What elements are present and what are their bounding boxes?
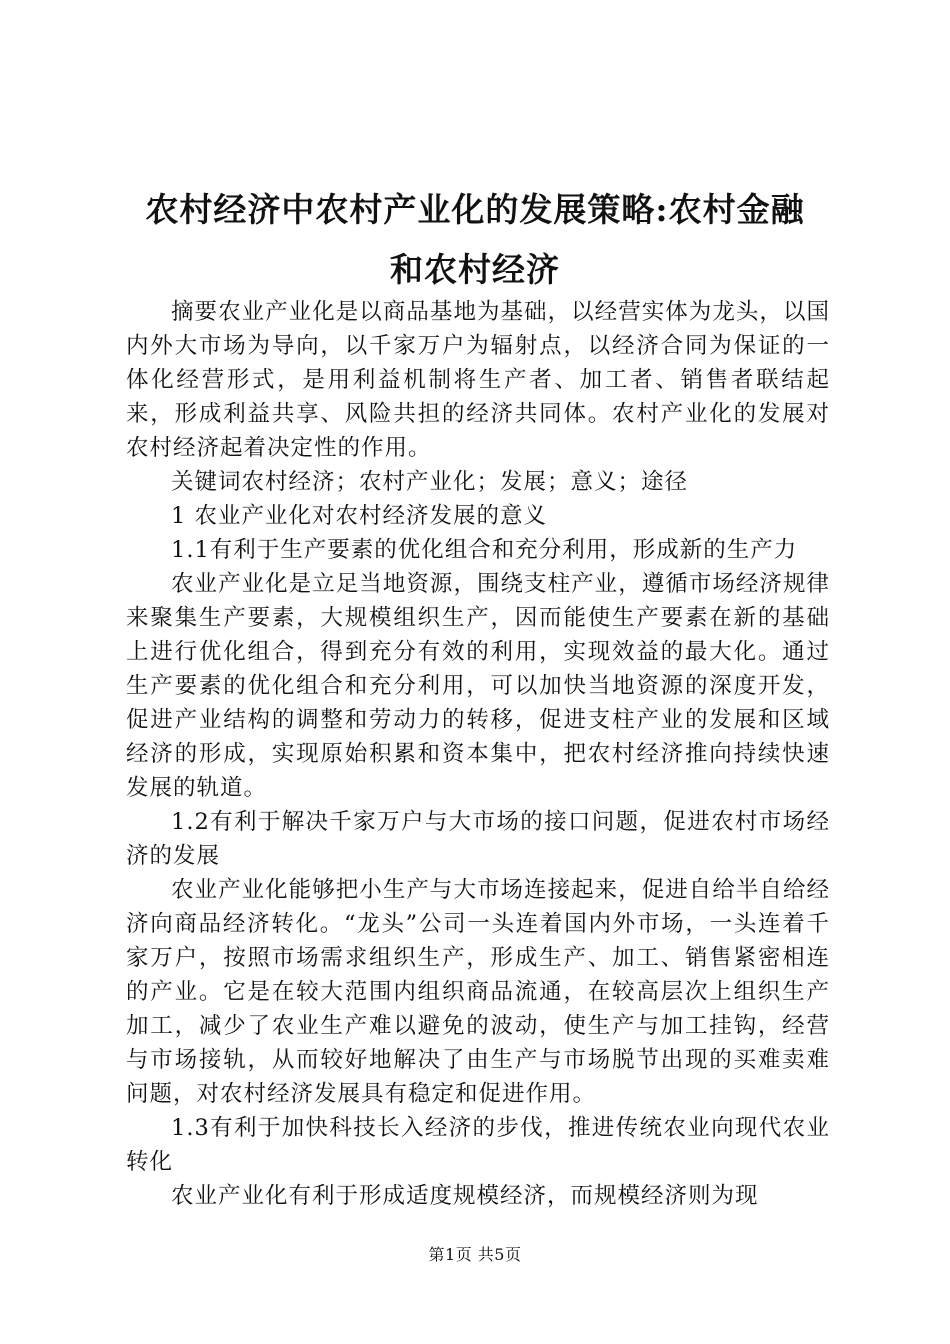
keywords-paragraph: 关键词农村经济；农村产业化；发展；意义；途径 (171, 469, 689, 495)
body-paragraph: 农业产业化有利于形成适度规模经济，而规模经济则为现 (171, 1183, 759, 1209)
subsection-heading-1-1: 1.1有利于生产要素的优化组合和充分利用，形成新的生产力 (171, 537, 798, 563)
document-title-line-1: 农村经济中农村产业化的发展策略:农村金融 (145, 190, 805, 229)
abstract-paragraph: 摘要农业产业化是以商品基地为基础，以经营实体为龙头，以国内外大市场为导向，以千家万户为辐射点，以经济合同为保证的一体化经营形式，是用利益机制将生产者、加工者、销售者联结起来，形成利益共享、风险共担的经济共同体。农村产业化的发展对农村经济起着决定性的作用。 (126, 299, 830, 461)
subsection-heading-1-3: 1.3有利于加快科技长入经济的步伐，推进传统农业向现代农业转化 (126, 1115, 830, 1175)
body-paragraph: 农业产业化能够把小生产与大市场连接起来，促进自给半自给经济向商品经济转化。“龙头”公司一头连着国内外市场，一头连着千家万户，按照市场需求组织生产，形成生产、加工、销售紧密相连的产业。它是在较大范围内组织商品流通，在较高层次上组织生产加工，减少了农业生产难以避免的波动，使生产与加工挂钩，经营与市场接轨，从而较好地解决了由生产与市场脱节出现的买难卖难问题，对农村经济发展具有稳定和促进作用。 (126, 877, 830, 1107)
document-body (126, 295, 830, 1213)
document-title-line-2: 和农村经济 (390, 250, 560, 289)
section-heading-1: 1 农业产业化对农村经济发展的意义 (171, 503, 547, 529)
subsection-heading-1-2: 1.2有利于解决千家万户与大市场的接口问题，促进农村市场经济的发展 (126, 809, 830, 869)
body-paragraph: 农业产业化是立足当地资源，围绕支柱产业，遵循市场经济规律来聚集生产要素，大规模组织生产，因而能使生产要素在新的基础上进行优化组合，得到充分有效的利用，实现效益的最大化。通过生产要素的优化组合和充分利用，可以加快当地资源的深度开发，促进产业结构的调整和劳动力的转移，促进支柱产业的发展和区域经济的形成，实现原始积累和资本集中，把农村经济推向持续快速发展的轨道。 (126, 571, 830, 801)
page-number-footer: 第1页 共5页 (428, 1245, 522, 1264)
